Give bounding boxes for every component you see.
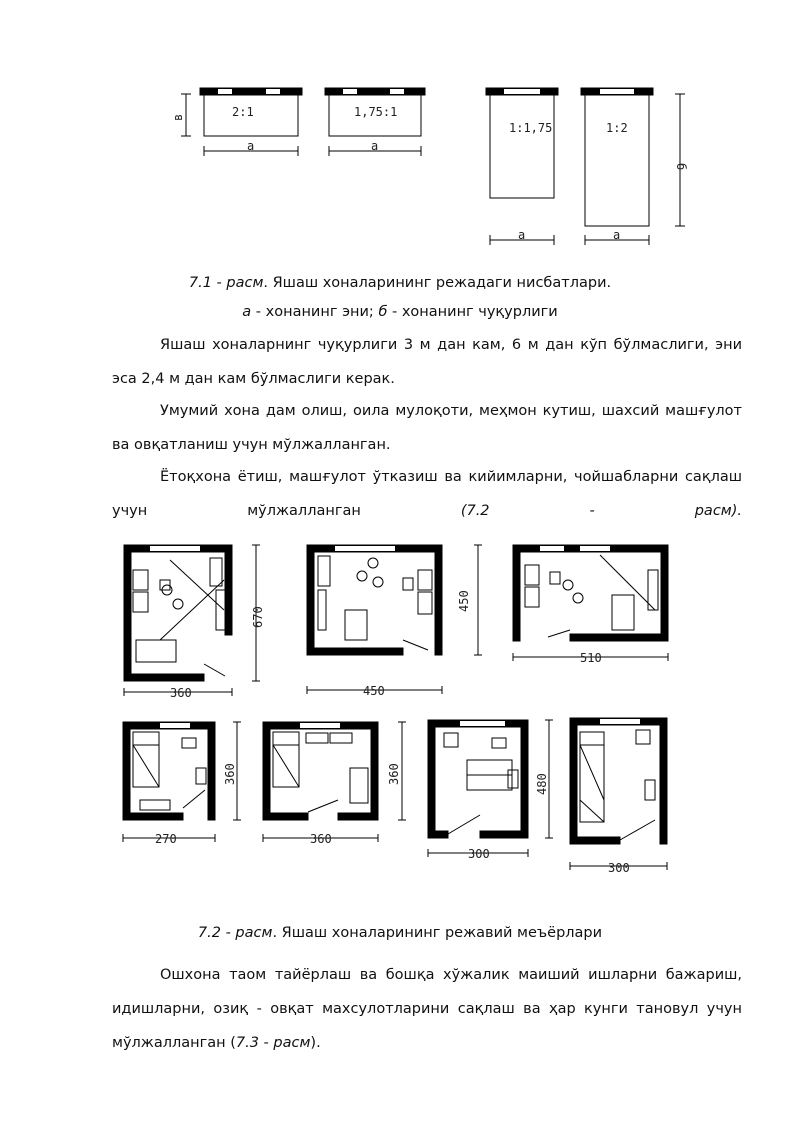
paragraph-1 — [112, 328, 742, 396]
paragraph-3-text: Ётоқхона ётиш, машғулот ўтказиш ва кийимларни, чойшабларни сақлаш учун мўлжалланган — [112, 469, 742, 519]
dim-a-4: a — [613, 228, 621, 242]
figure-7-1-caption — [0, 275, 800, 291]
figure-7-2 — [0, 530, 800, 890]
dim-b-small: в — [171, 113, 185, 121]
plan-room-2 — [307, 545, 482, 694]
paragraph-4-text: Ошхона таом тайёрлаш ва бошқа хўжалик маиший ишларни бажариш, идишларни, озиқ - овқат махсулотларини сақлаш ва ҳар кунги тановул учун мўлжалланган ( — [112, 967, 742, 1051]
dim-r2-w: 450 — [363, 684, 385, 698]
dim-r1-w: 360 — [170, 686, 192, 700]
paragraph-4-end: ). — [310, 1035, 321, 1051]
dim-a-1: a — [247, 139, 255, 153]
ratio-label-2: 1,75:1 — [354, 105, 398, 119]
plan-room-3 — [513, 545, 668, 661]
legend-a: а — [242, 304, 252, 320]
paragraph-4-ref: 7.3 - расм — [235, 1035, 311, 1051]
dim-r2-h: 450 — [457, 590, 471, 612]
legend-b-text: - хонанинг чуқурлиги — [387, 304, 558, 320]
caption-number-7-2: 7.2 - расм — [197, 925, 273, 941]
dim-r3-w: 510 — [580, 651, 602, 665]
dim-r1-h: 670 — [251, 606, 265, 628]
dim-r6-w: 300 — [468, 847, 490, 861]
figure-7-2-caption — [0, 925, 800, 941]
dim-r5-h: 360 — [387, 763, 401, 785]
dim-r4-h: 360 — [223, 763, 237, 785]
dim-a-2: a — [371, 139, 379, 153]
plan-room-1 — [124, 545, 260, 696]
legend-b: б — [378, 304, 388, 320]
ratio-label-1: 2:1 — [232, 105, 254, 119]
dim-r7-w: 300 — [608, 861, 630, 875]
legend-a-text: - хонанинг эни; — [251, 304, 379, 320]
room-ratio-1-175 — [490, 94, 554, 198]
dim-r6-h: 480 — [535, 773, 549, 795]
paragraph-1-text: Яшаш хоналарнинг чуқурлиги 3 м дан кам, 6 м дан кўп бўлмаслиги, эни эса 2,4 м дан кам бўлмаслиги керак. — [112, 337, 742, 387]
paragraph-3 — [112, 460, 742, 528]
dim-r5-w: 360 — [310, 832, 332, 846]
plan-room-7 — [570, 718, 667, 870]
figure-7-1 — [0, 0, 800, 260]
paragraph-3-ref: (7.2 - расм). — [460, 503, 742, 519]
dim-r4-w: 270 — [155, 832, 177, 846]
figure-7-1-legend — [0, 304, 800, 320]
paragraph-2 — [112, 394, 742, 462]
paragraph-2-text: Умумий хона дам олиш, оила мулоқоти, меҳмон кутиш, шахсий машғулот ва овқатланиш учун мўлжалланган. — [112, 403, 742, 453]
plan-room-5 — [263, 722, 406, 842]
room-ratio-1-2 — [585, 94, 649, 226]
paragraph-4 — [112, 958, 742, 1060]
caption-text: . Яшаш хоналарининг режадаги нисбатлари. — [263, 275, 612, 291]
ratio-label-3: 1:1,75 — [509, 121, 553, 135]
caption-number: 7.1 - расм — [188, 275, 264, 291]
dim-a-3: a — [518, 228, 526, 242]
caption-text-7-2: . Яшаш хоналарининг режавий меъёрлари — [272, 925, 603, 941]
dim-b-large: б — [674, 163, 688, 171]
ratio-label-4: 1:2 — [606, 121, 628, 135]
